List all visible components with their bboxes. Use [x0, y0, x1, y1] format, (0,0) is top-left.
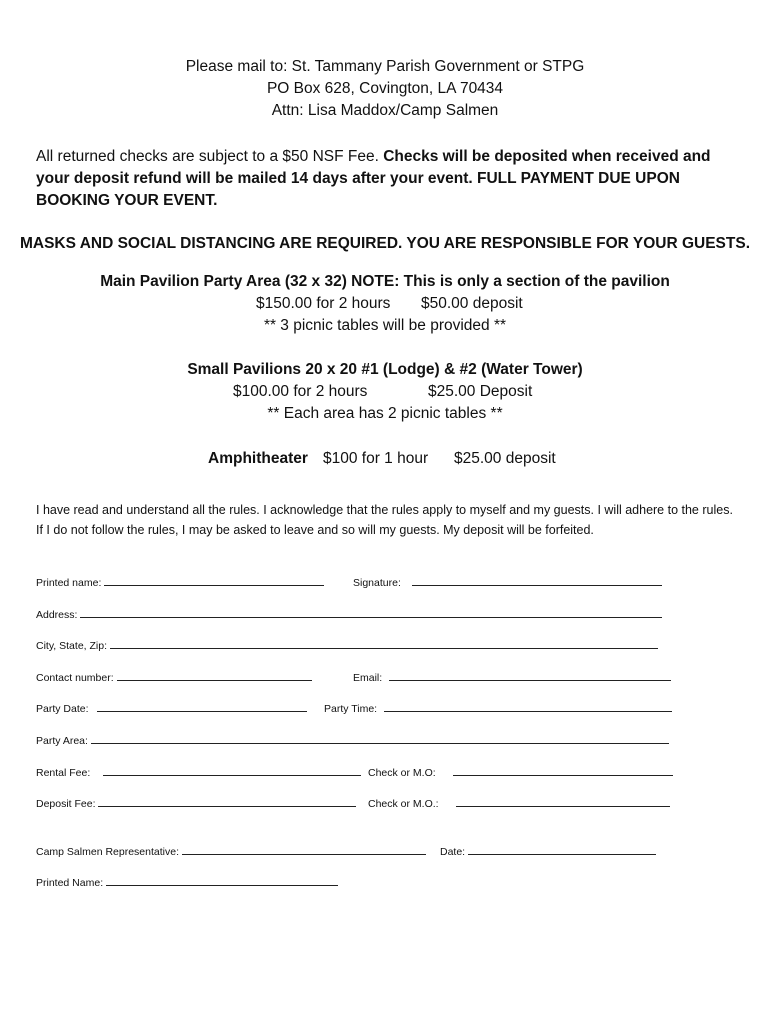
- main-pavilion-price: $150.00 for 2 hours: [256, 295, 391, 312]
- nsf-fee-text: All returned checks are subject to a $50 NSF Fee.: [36, 148, 384, 165]
- check-mo-line-2[interactable]: [456, 796, 670, 807]
- small-pavilions-title: Small Pavilions 20 x 20 #1 (Lodge) & #2 (Water Tower): [187, 361, 583, 378]
- check-mo-field-2: [368, 796, 670, 810]
- date-line[interactable]: [468, 844, 656, 855]
- main-pavilion-note: ** 3 picnic tables will be provided **: [263, 317, 507, 334]
- address-label: Address:: [36, 609, 78, 621]
- printed-name-2-field: [36, 875, 338, 889]
- email-field: [353, 670, 671, 684]
- acknowledgement-text: I have read and understand all the rules. I acknowledge that the rules apply to myself and my guests. I will adhere to the rules. If I do not follow the rules, I may be asked to leave and so will my guests. My deposit will be forfeited.: [36, 503, 733, 537]
- party-area-field: [36, 733, 669, 747]
- email-line[interactable]: [389, 670, 671, 681]
- check-mo-field-1: [368, 765, 673, 779]
- party-area-line[interactable]: [91, 733, 669, 744]
- party-area-label: Party Area:: [36, 735, 88, 747]
- address-field: [36, 607, 662, 621]
- party-date-line[interactable]: [97, 701, 307, 712]
- contact-number-label: Contact number:: [36, 672, 114, 684]
- signature-label: Signature:: [353, 577, 401, 589]
- printed-name-field: [36, 575, 324, 589]
- rental-fee-field: [36, 765, 361, 779]
- city-state-zip-label: City, State, Zip:: [36, 640, 107, 652]
- printed-name-2-label: Printed Name:: [36, 877, 104, 889]
- printed-name-label: Printed name:: [36, 577, 102, 589]
- party-time-line[interactable]: [384, 701, 672, 712]
- attention-line: Attn: Lisa Maddox/Camp Salmen: [271, 102, 499, 119]
- mail-to-line: Please mail to: St. Tammany Parish Government or STPG: [185, 58, 585, 75]
- check-mo-label-2: Check or M.O.:: [368, 798, 439, 810]
- main-pavilion-deposit: $50.00 deposit: [421, 295, 523, 312]
- main-pavilion-title: Main Pavilion Party Area (32 x 32) NOTE: This is only a section of the pavilion: [100, 273, 670, 290]
- check-mo-label-1: Check or M.O:: [368, 767, 436, 779]
- amphitheater-deposit: $25.00 deposit: [454, 450, 556, 467]
- address-line-input[interactable]: [80, 607, 662, 618]
- small-pavilions-deposit: $25.00 Deposit: [428, 383, 533, 400]
- representative-field: [36, 844, 426, 858]
- party-time-field: [324, 701, 672, 715]
- signature-line[interactable]: [412, 575, 662, 586]
- deposit-fee-label: Deposit Fee:: [36, 798, 96, 810]
- deposit-fee-line[interactable]: [98, 796, 356, 807]
- address-line: PO Box 628, Covington, LA 70434: [266, 80, 504, 97]
- email-label: Email:: [353, 672, 383, 684]
- rental-fee-label: Rental Fee:: [36, 767, 91, 779]
- check-mo-line-1[interactable]: [453, 765, 673, 776]
- city-state-zip-field: [36, 638, 658, 652]
- party-time-label: Party Time:: [324, 703, 378, 715]
- small-pavilions-price: $100.00 for 2 hours: [233, 383, 368, 400]
- checks-notice: [36, 146, 736, 212]
- deposit-fee-field: [36, 796, 356, 810]
- city-state-zip-line[interactable]: [110, 638, 658, 649]
- date-field: [440, 844, 656, 858]
- representative-label: Camp Salmen Representative:: [36, 846, 179, 858]
- party-date-field: [36, 701, 307, 715]
- representative-line[interactable]: [182, 844, 426, 855]
- signature-field: [353, 575, 662, 589]
- printed-name-line[interactable]: [104, 575, 324, 586]
- amphitheater-title: Amphitheater: [208, 450, 308, 467]
- deposit-policy-text: Checks will be deposited when received and your deposit refund will be mailed 14 days after your event. FULL PAYMENT DUE UPON BOOKING YOUR EVENT.: [36, 148, 711, 209]
- contact-number-line[interactable]: [117, 670, 312, 681]
- amphitheater-price: $100 for 1 hour: [323, 450, 429, 467]
- rental-fee-line[interactable]: [103, 765, 361, 776]
- printed-name-2-line[interactable]: [106, 875, 338, 886]
- masks-notice: MASKS AND SOCIAL DISTANCING ARE REQUIRED. YOU ARE RESPONSIBLE FOR YOUR GUESTS.: [19, 235, 750, 252]
- date-label: Date:: [440, 846, 466, 858]
- party-date-label: Party Date:: [36, 703, 89, 715]
- small-pavilions-note: ** Each area has 2 picnic tables **: [267, 405, 503, 422]
- contact-number-field: [36, 670, 312, 684]
